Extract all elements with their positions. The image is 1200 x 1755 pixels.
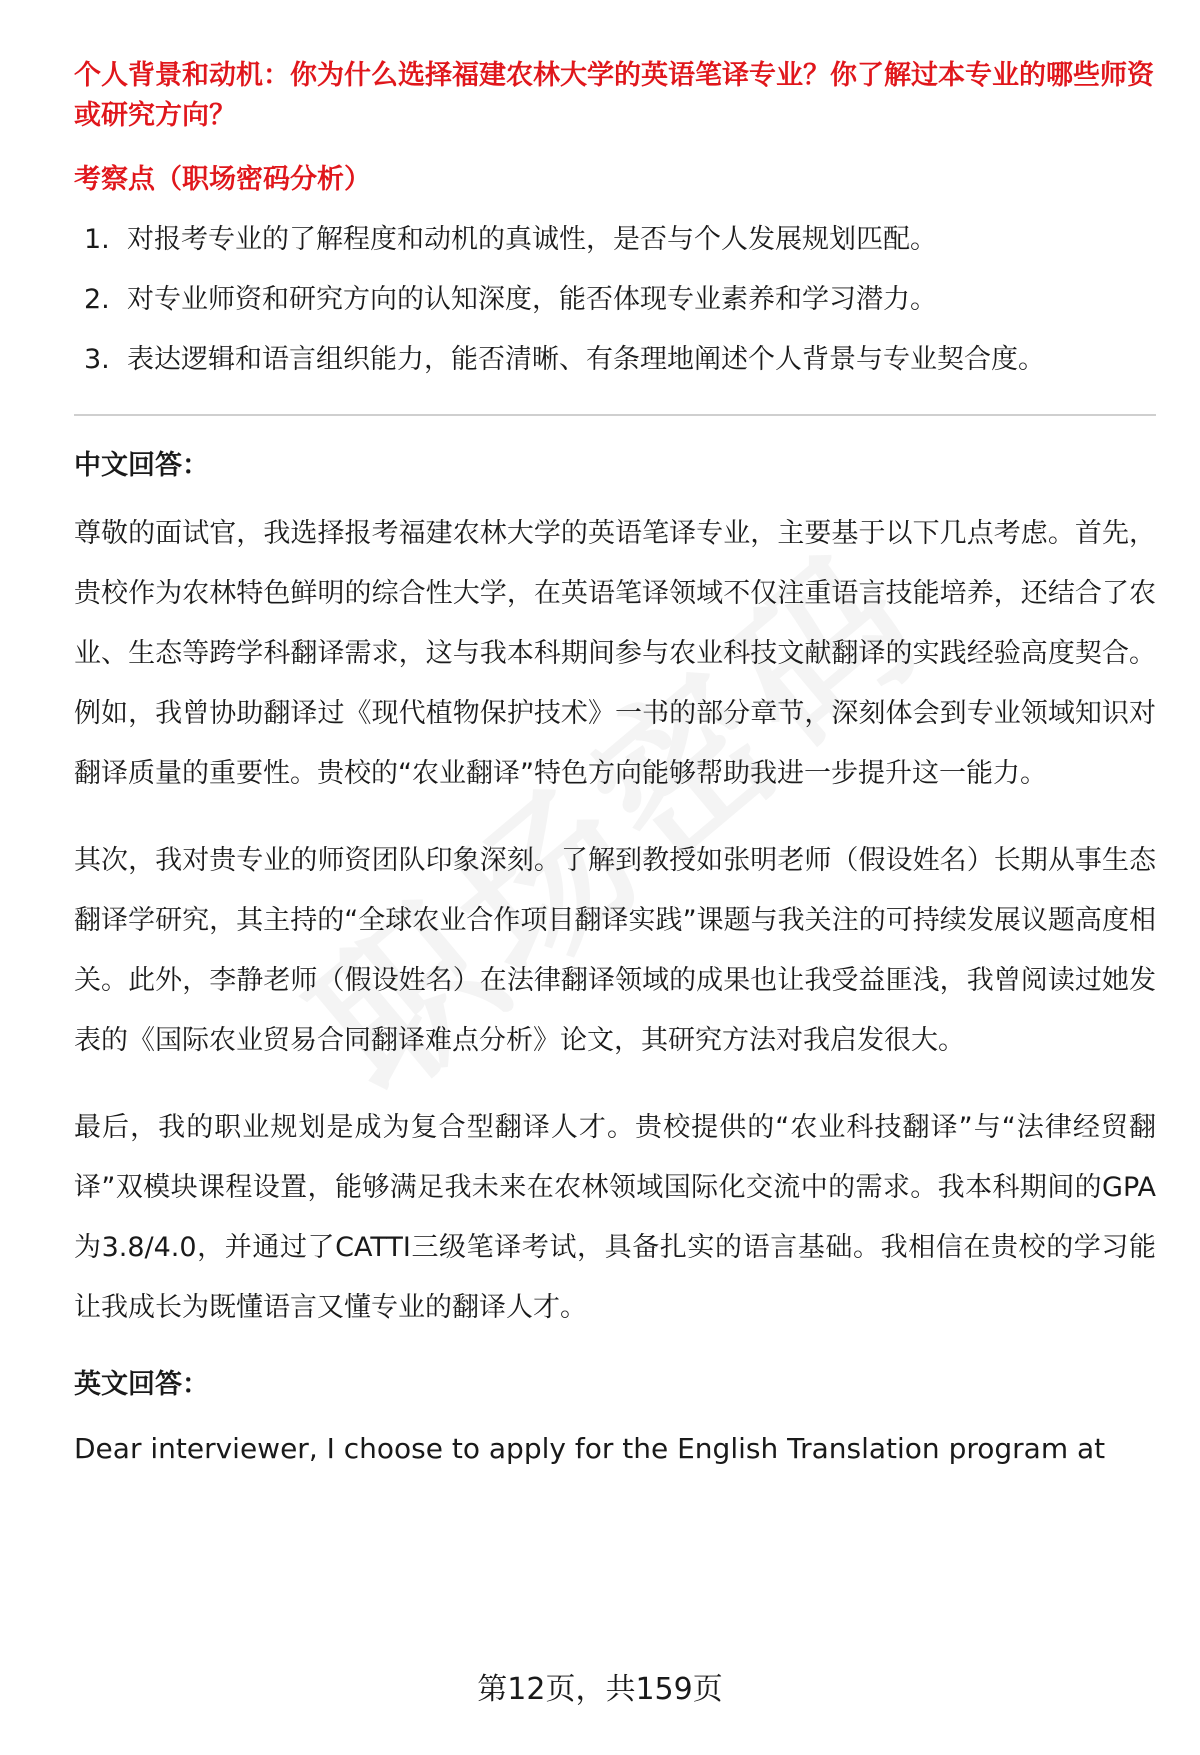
english-answer-paragraph: Dear interviewer, I choose to apply for the English Translation program at	[74, 1432, 1106, 1465]
document-page	[74, 56, 1156, 1479]
list-item-number: 3.	[84, 344, 110, 375]
list-item	[74, 280, 1156, 320]
chinese-answer-paragraph: 其次，我对贵专业的师资团队印象深刻。了解到教授如张明老师（假设姓名）长期从事生态翻译学研究，其主持的“全球农业合作项目翻译实践”课题与我关注的可持续发展议题高度相关。此外，李静老师（假设姓名）在法律翻译领域的成果也让我受益匪浅，我曾阅读过她发表的《国际农业贸易合同翻译难点分析》论文，其研究方法对我启发很大。	[74, 845, 1156, 1056]
list-item	[74, 340, 1156, 380]
list-item-number: 1.	[84, 224, 110, 255]
list-item-number: 2.	[84, 284, 110, 315]
list-item-text: 对报考专业的了解程度和动机的真诚性，是否与个人发展规划匹配。	[127, 224, 937, 255]
focus-heading: 考察点（职场密码分析）	[74, 164, 371, 195]
list-item	[74, 220, 1156, 260]
list-item-text: 对专业师资和研究方向的认知深度，能否体现专业素养和学习潜力。	[127, 284, 937, 315]
list-item-text: 表达逻辑和语言组织能力，能否清晰、有条理地阐述个人背景与专业契合度。	[127, 344, 1045, 375]
page-number: 第12页，共159页	[477, 1672, 723, 1707]
chinese-answer-heading: 中文回答：	[74, 450, 209, 481]
focus-points-list	[74, 220, 1156, 380]
section-divider	[74, 414, 1156, 416]
chinese-answer-paragraph: 最后，我的职业规划是成为复合型翻译人才。贵校提供的“农业科技翻译”与“法律经贸翻译”双模块课程设置，能够满足我未来在农林领域国际化交流中的需求。我本科期间的GPA为3.8/4.0，并通过了CATTI三级笔译考试，具备扎实的语言基础。我相信在贵校的学习能让我成长为既懂语言又懂专业的翻译人才。	[74, 1112, 1156, 1323]
chinese-answer-paragraph: 尊敬的面试官，我选择报考福建农林大学的英语笔译专业，主要基于以下几点考虑。首先，贵校作为农林特色鲜明的综合性大学，在英语笔译领域不仅注重语言技能培养，还结合了农业、生态等跨学科翻译需求，这与我本科期间参与农业科技文献翻译的实践经验高度契合。例如，我曾协助翻译过《现代植物保护技术》一书的部分章节，深刻体会到专业领域知识对翻译质量的重要性。贵校的“农业翻译”特色方向能够帮助我进一步提升这一能力。	[74, 518, 1156, 789]
question-title: 个人背景和动机：你为什么选择福建农林大学的英语笔译专业？你了解过本专业的哪些师资或研究方向？	[74, 60, 1154, 131]
english-answer-heading: 英文回答：	[74, 1369, 209, 1400]
